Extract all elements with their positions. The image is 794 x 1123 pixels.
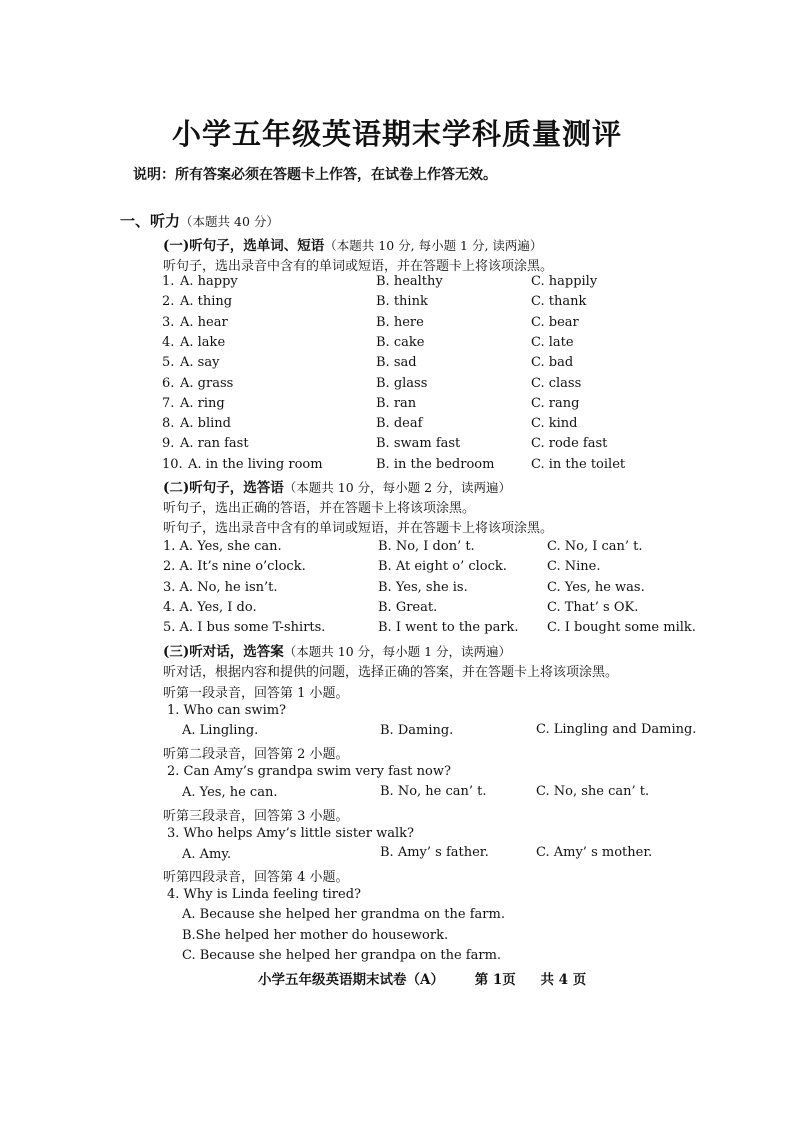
part2-detail: （本题共 10 分，每小题 2 分，读两遍） [283, 480, 512, 495]
p1-option-c: C. kind [531, 416, 578, 432]
p1-option-a: A. lake [180, 334, 226, 350]
p1-option-c: C. happily [531, 274, 598, 289]
p2-option-a: 5. A. I bus some T-shirts. [163, 620, 326, 636]
p1-option-b: B. glass [376, 375, 428, 391]
p1-item-number: 3. [162, 314, 175, 330]
p1-option-b: B. swam fast [376, 436, 461, 452]
footer-paper-name: 小学五年级英语期末试卷（A） [258, 972, 444, 988]
part1-instruction: 听句子，选出录音中含有的单词或短语，并在答题卡上将该项涂黑。 [163, 259, 554, 274]
page-title: 小学五年级英语期末学科质量测评 [171, 117, 622, 151]
p1-option-c: C. bear [531, 314, 579, 330]
p2-option-a: 1. A. Yes, she can. [163, 539, 282, 554]
p1-option-b: B. think [376, 294, 428, 310]
p1-option-b: B. in the bedroom [376, 456, 495, 472]
part3-instruction: 听对话，根据内容和提供的问题，选择正确的答案，并在答题卡上将该项涂黑。 [163, 665, 619, 680]
p1-option-b: B. ran [376, 395, 417, 411]
p1-item-number: 5. [162, 355, 175, 371]
p2-option-b: B. Yes, she is. [378, 579, 468, 595]
footer-total-pages: 共 4 页 [540, 972, 587, 988]
q2-option-b: B. No, he can’ t. [380, 784, 487, 799]
q4-option-a: A. Because she helped her grandma on the farm. [182, 907, 505, 922]
p1-option-a: A. grass [180, 375, 234, 391]
p2-option-c: C. That’ s OK. [547, 599, 639, 615]
p1-option-a: A. ran fast [180, 436, 249, 452]
q1-option-a: A. Lingling. [182, 723, 259, 738]
q1-option-c: C. Lingling and Daming. [536, 722, 697, 737]
part1-label: (一)听句子，选单词、短语 [163, 238, 325, 254]
p1-option-b: B. healthy [376, 274, 443, 289]
footer-page-number: 第 1页 [474, 972, 516, 988]
p1-option-b: B. cake [376, 334, 425, 350]
p1-item-number: 8. [162, 416, 175, 432]
p1-option-a: A. hear [180, 314, 228, 330]
p1-option-c: C. bad [531, 355, 574, 371]
part1-detail: （本题共 10 分, 每小题 1 分, 读两遍） [324, 238, 543, 253]
q2-option-c: C. No, she can’ t. [536, 784, 650, 799]
part3-detail: （本题共 10 分，每小题 1 分，读两遍） [283, 644, 512, 659]
p1-option-a: A. blind [180, 416, 231, 432]
p1-option-a: A. in the living room [188, 456, 323, 472]
p2-option-c: C. No, I can’ t. [547, 539, 643, 554]
q3-option-a: A. Amy. [182, 847, 232, 862]
p1-item-number: 2. [162, 294, 175, 310]
q3-option-b: B. Amy’ s father. [380, 845, 489, 860]
question-4: 4. Why is Linda feeling tired? [167, 887, 361, 902]
p1-option-c: C. rode fast [531, 436, 608, 452]
p1-option-a: A. happy [180, 274, 238, 289]
question-1: 1. Who can swim? [167, 703, 287, 718]
p2-option-b: B. Great. [378, 599, 438, 615]
p1-item-number: 6. [162, 375, 175, 391]
p1-option-a: A. ring [180, 395, 225, 411]
part3-heading [163, 640, 511, 660]
p1-item-number: 1. [162, 274, 175, 289]
part2-instruction-1: 听句子，选出正确的答语，并在答题卡上将该项涂黑。 [163, 501, 476, 516]
q4-option-b: B.She helped her mother do housework. [182, 928, 449, 943]
segment-1-note: 听第一段录音，回答第 1 小题。 [163, 686, 349, 701]
segment-4-note: 听第四段录音，回答第 4 小题。 [163, 870, 349, 885]
p1-option-a: A. thing [180, 294, 233, 310]
p1-option-c: C. rang [531, 395, 580, 411]
p1-option-a: A. say [180, 355, 220, 371]
p2-option-c: C. I bought some milk. [547, 620, 696, 636]
segment-3-note: 听第三段录音，回答第 3 小题。 [163, 809, 349, 824]
p1-option-c: C. late [531, 334, 574, 350]
part2-instruction-2: 听句子，选出录音中含有的单词或短语，并在答题卡上将该项涂黑。 [163, 521, 554, 536]
p2-option-b: B. I went to the park. [378, 620, 519, 636]
p1-item-number: 9. [162, 436, 175, 452]
p1-option-c: C. class [531, 375, 582, 391]
p2-option-a: 4. A. Yes, I do. [163, 599, 257, 615]
p1-option-b: B. here [376, 314, 424, 330]
p2-option-c: C. Nine. [547, 559, 601, 575]
question-3: 3. Who helps Amy’s little sister walk? [167, 826, 414, 841]
p1-option-c: C. thank [531, 294, 587, 310]
question-2: 2. Can Amy’s grandpa swim very fast now? [167, 764, 451, 779]
p1-item-number: 7. [162, 395, 175, 411]
instructions-note: 说明：所有答案必须在答题卡上作答，在试卷上作答无效。 [133, 167, 497, 183]
p2-option-a: 3. A. No, he isn’t. [163, 579, 278, 595]
section-label: 一、听力 [120, 212, 181, 230]
page-footer [258, 968, 586, 988]
part1-heading [163, 234, 542, 254]
part3-label: (三)听对话，选答案 [163, 644, 284, 660]
p2-option-a: 2. A. It’s nine o’clock. [163, 559, 306, 575]
p1-option-b: B. deaf [376, 416, 423, 432]
p2-option-b: B. No, I don’ t. [378, 539, 475, 554]
p1-item-number: 10. [162, 456, 183, 472]
p1-item-number: 4. [162, 334, 175, 350]
q4-option-c: C. Because she helped her grandpa on the farm. [182, 948, 502, 963]
q3-option-c: C. Amy’ s mother. [536, 845, 653, 860]
section-listening [120, 210, 279, 231]
section-detail: （本题共 40 分） [180, 214, 279, 229]
p2-option-b: B. At eight o’ clock. [378, 559, 507, 575]
p2-option-c: C. Yes, he was. [547, 579, 645, 595]
p1-option-c: C. in the toilet [531, 456, 626, 472]
q1-option-b: B. Daming. [380, 723, 454, 738]
part2-heading [163, 476, 511, 496]
segment-2-note: 听第二段录音，回答第 2 小题。 [163, 747, 349, 762]
p1-option-b: B. sad [376, 355, 417, 371]
q2-option-a: A. Yes, he can. [182, 785, 278, 800]
part2-label: (二)听句子，选答语 [163, 480, 284, 496]
